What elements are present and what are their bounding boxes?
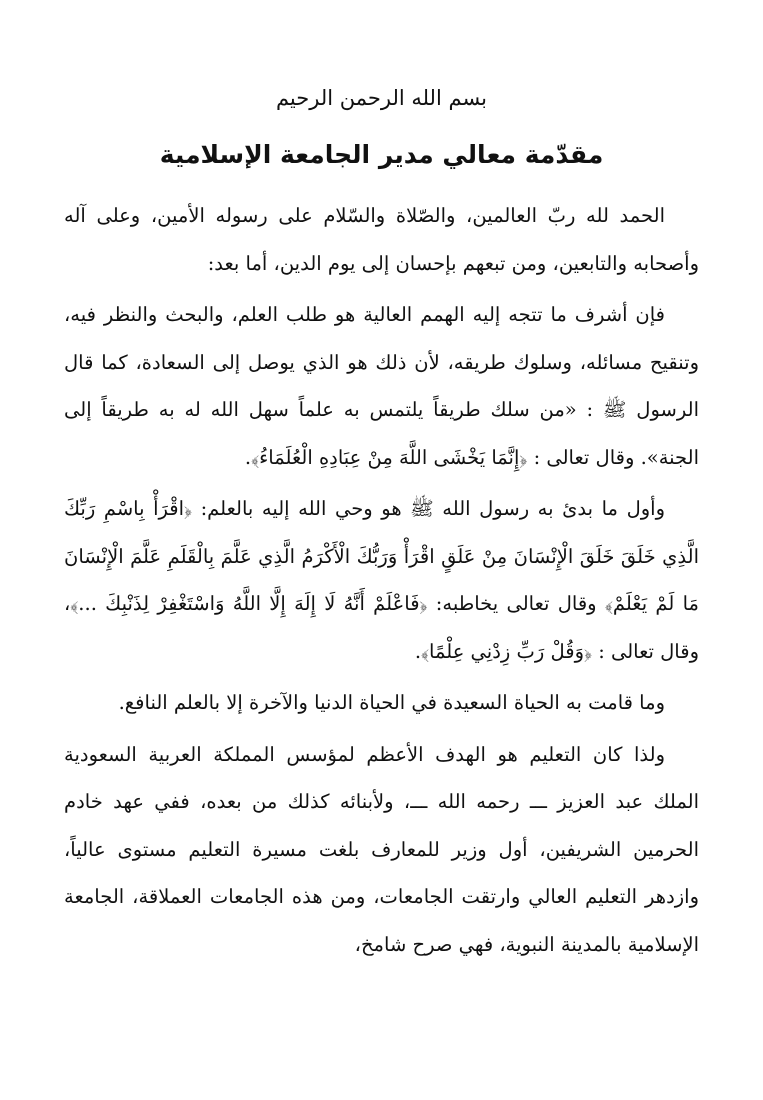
paragraph-3: وأول ما بدئ به رسول الله ﷺ هو وحي الله إليه بالعلم: ﴿اقْرَأْ بِاسْمِ رَبِّكَ الَّذِي خَلَقَ خَلَقَ الْإِنْسَانَ مِنْ عَلَقٍ اقْرَأْ وَرَبُّكَ الْأَكْرَمُ الَّذِي عَلَّمَ بِالْقَلَمِ عَلَّمَ الْإِنْسَانَ مَا لَمْ يَعْلَمْ﴾ وقال تعالى يخاطبه: ﴿فَاعْلَمْ أَنَّهُ لَا إِلَهَ إِلَّا اللَّهُ وَاسْتَغْفِرْ لِذَنْبِكَ ...﴾، وقال تعالى : ﴿وَقُلْ رَبِّ زِدْنِي عِلْمًا﴾. <box>64 497 699 663</box>
paragraph-4: وما قامت به الحياة السعيدة في الحياة الدنيا والآخرة إلا بالعلم النافع. <box>118 691 665 714</box>
page-title: مقدّمة معالي مدير الجامعة الإسلامية <box>159 140 604 169</box>
basmala-heading: بسم الله الرحمن الرحيم <box>275 86 488 110</box>
paragraph-5: ولذا كان التعليم هو الهدف الأعظم لمؤسس المملكة العربية السعودية الملك عبد العزيز ـــ رحمه الله ـــ، ولأبنائه كذلك من بعده، ففي عهد خادم الحرمين الشريفين، أول وزير للمعارف بلغت مسيرة التعليم مستوى عالياً، وازدهر التعليم العالي وارتقت الجامعات، ومن هذه الجامعات العملاقة، الجامعة الإسلامية بالمدينة النبوية، فهي صرح شامخ، <box>64 742 699 956</box>
document-body <box>64 192 699 968</box>
paragraph-2: فإن أشرف ما تتجه إليه الهمم العالية هو طلب العلم، والبحث والنظر فيه، وتنقيح مسائله، وسلوك طريقه، لأن ذلك هو الذي يوصل إلى السعادة، كما قال الرسول ﷺ : «من سلك طريقاً يلتمس به علماً سهل الله له به طريقاً إلى الجنة». وقال تعالى : ﴿إِنَّمَا يَخْشَى اللَّهَ مِنْ عِبَادِهِ الْعُلَمَاءُ﴾. <box>64 303 699 469</box>
paragraph-1: الحمد لله ربّ العالمين، والصّلاة والسّلام على رسوله الأمين، وعلى آله وأصحابه والتابعين، ومن تبعهم بإحسان إلى يوم الدين، أما بعد: <box>64 204 699 275</box>
